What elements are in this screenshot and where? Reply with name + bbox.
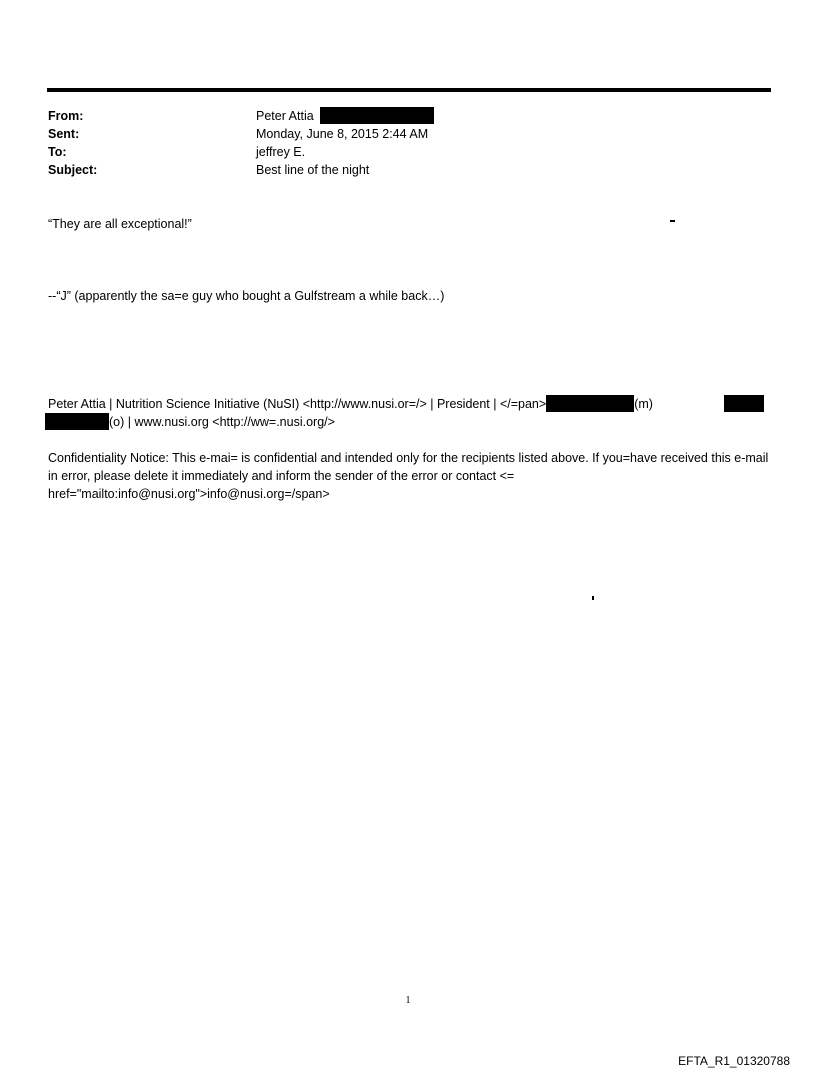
quote-line: “They are all exceptional!” (48, 217, 192, 231)
signature-text: Peter Attia | Nutrition Science Initiative (NuSI) <http://www.nusi.or=/> | President | </=pan> (48, 397, 547, 411)
header-divider (47, 88, 771, 92)
document-id: EFTA_R1_01320788 (678, 1054, 790, 1068)
redaction-box (724, 395, 764, 412)
confidentiality-notice: Confidentiality Notice: This e-mai= is confidential and intended only for the recipients listed above. If you=have received this e-mail in error, please delete it immediately and inform the sender of the error or contact <= href="mailto:info@nusi.org">info@nusi.org=/span> (48, 451, 769, 501)
subject-label: Subject: (48, 163, 98, 177)
signature-line-1 (48, 395, 653, 413)
page-number: 1 (405, 995, 411, 1006)
mobile-label: (m) (634, 397, 653, 411)
sent-value: Monday, June 8, 2015 2:44 AM (256, 127, 429, 141)
signature-office: (o) | www.nusi.org <http://ww=.nusi.org/> (109, 415, 335, 429)
stray-mark (670, 220, 675, 222)
subject-value: Best line of the night (256, 163, 370, 177)
to-label: To: (48, 145, 67, 159)
from-name: Peter Attia (256, 109, 314, 123)
signature-line-2 (45, 413, 335, 431)
sent-label: Sent: (48, 127, 80, 141)
attribution-line: --“J” (apparently the sa=e guy who bought a Gulfstream a while back…) (48, 289, 445, 303)
stray-mark (592, 596, 594, 600)
redaction-box (45, 413, 109, 430)
to-value: jeffrey E. (256, 145, 306, 159)
from-label: From: (48, 109, 84, 123)
from-value (256, 107, 434, 125)
redaction-box (320, 107, 434, 124)
redaction-box (546, 395, 634, 412)
